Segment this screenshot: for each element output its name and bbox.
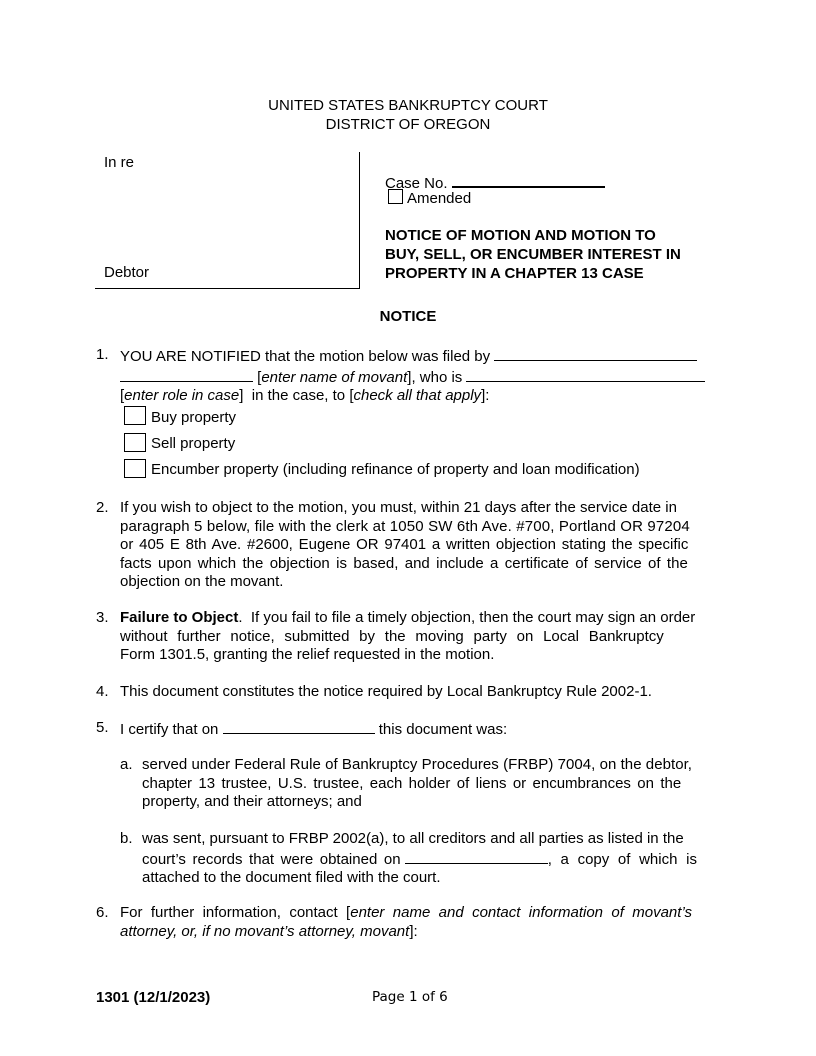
item1-end: ]: bbox=[481, 387, 490, 404]
item3-line1-rest: . If you fail to file a timely objection, then the court may sign an order bbox=[238, 609, 696, 626]
item6-text: For further information, contact [ bbox=[120, 904, 351, 921]
case-number-field[interactable] bbox=[452, 172, 605, 188]
failure-to-object-lead: Failure to Object bbox=[120, 609, 239, 626]
contact-placeholder-2: attorney, or, if no movant’s attorney, movant bbox=[120, 922, 410, 940]
encumber-property-label: Encumber property (including refinance of property and loan modification) bbox=[151, 461, 640, 478]
amended-checkbox[interactable] bbox=[388, 189, 403, 204]
caption-divider bbox=[359, 152, 360, 289]
item2-line: If you wish to object to the motion, you must, within 21 days after the service date in bbox=[120, 499, 678, 516]
buy-property-checkbox[interactable] bbox=[124, 406, 146, 425]
debtor-label: Debtor bbox=[104, 264, 150, 281]
court-header bbox=[0, 96, 816, 134]
item1-line2: [enter name of movant], who is bbox=[120, 367, 721, 388]
contact-placeholder-1: enter name and contact information of movant’s bbox=[350, 904, 693, 921]
sell-property-label: Sell property bbox=[151, 435, 236, 452]
movant-placeholder: enter name of movant bbox=[261, 368, 408, 386]
caption-underline bbox=[95, 288, 360, 289]
item2-line: facts upon which the objection is based, and include a certificate of service of the bbox=[120, 554, 688, 572]
item3-line3: Form 1301.5, granting the relief requested in the motion. bbox=[120, 646, 495, 663]
item5b-line1: was sent, pursuant to FRBP 2002(a), to all creditors and all parties as listed in the bbox=[142, 830, 684, 847]
sub-item-letter: b. bbox=[120, 830, 133, 847]
document-title bbox=[385, 226, 725, 283]
item-number: 6. bbox=[96, 904, 109, 921]
item6-end: ]: bbox=[409, 922, 418, 940]
buy-property-label: Buy property bbox=[151, 409, 237, 426]
item5b-line2 bbox=[142, 849, 721, 870]
item5a-line: property, and their attorneys; and bbox=[142, 793, 362, 810]
court-district: DISTRICT OF OREGON bbox=[325, 116, 491, 133]
role-field[interactable] bbox=[466, 367, 705, 382]
notice-heading: NOTICE bbox=[379, 308, 437, 325]
item5a-line: chapter 13 trustee, U.S. trustee, each holder of liens or encumbrances on the bbox=[142, 774, 682, 792]
item-number: 5. bbox=[96, 719, 109, 736]
item3-line2: without further notice, submitted by the moving party on Local Bankruptcy bbox=[120, 627, 664, 645]
item3-line1 bbox=[120, 609, 721, 628]
item4-text: This document constitutes the notice required by Local Bankruptcy Rule 2002-1. bbox=[120, 683, 652, 700]
who-is-text: , who is bbox=[411, 368, 463, 386]
records-text: court’s records that were obtained on bbox=[142, 850, 401, 868]
item2-line: or 405 E 8th Ave. #2600, Eugene OR 97401 a written objection stating the specific bbox=[120, 536, 689, 553]
item1-line3: [enter role in case] in the case, to [check all that apply]: bbox=[120, 387, 490, 404]
sell-property-checkbox[interactable] bbox=[124, 433, 146, 452]
item1-line1 bbox=[120, 346, 721, 367]
case-number-row bbox=[385, 172, 605, 192]
title-line-2: BUY, SELL, OR ENCUMBER INTEREST IN bbox=[385, 246, 681, 263]
movant-name-field[interactable] bbox=[120, 367, 253, 382]
item5-text-b: this document was: bbox=[378, 721, 508, 738]
item5a-line: served under Federal Rule of Bankruptcy Procedures (FRBP) 7004, on the debtor, bbox=[142, 756, 693, 773]
item6-line2 bbox=[120, 923, 721, 942]
certify-date-field[interactable] bbox=[223, 719, 375, 734]
role-placeholder: enter role in case bbox=[124, 387, 240, 404]
item2-line: paragraph 5 below, file with the clerk at 1050 SW 6th Ave. #700, Portland OR 97204 bbox=[120, 517, 690, 535]
item5-text-a: I certify that on bbox=[120, 721, 219, 738]
item-number: 1. bbox=[96, 346, 109, 363]
encumber-property-checkbox[interactable] bbox=[124, 459, 146, 478]
amended-label: Amended bbox=[407, 190, 472, 207]
court-name: UNITED STATES BANKRUPTCY COURT bbox=[268, 97, 548, 114]
item6-line1 bbox=[120, 904, 721, 923]
title-line-3: PROPERTY IN A CHAPTER 13 CASE bbox=[385, 265, 644, 282]
sub-item-letter: a. bbox=[120, 756, 133, 773]
records-date-field[interactable] bbox=[405, 849, 548, 864]
item-number: 2. bbox=[96, 499, 109, 516]
item5b-line3: attached to the document filed with the court. bbox=[142, 869, 441, 886]
case-no-label: Case No. bbox=[385, 175, 448, 192]
copy-text: , a copy of which is bbox=[547, 850, 697, 868]
in-re-label: In re bbox=[104, 154, 135, 171]
page-number: Page 1 of 6 bbox=[372, 989, 448, 1005]
title-line-1: NOTICE OF MOTION AND MOTION TO bbox=[385, 227, 656, 244]
form-number: 1301 (12/1/2023) bbox=[96, 989, 211, 1006]
item-number: 4. bbox=[96, 683, 109, 700]
check-placeholder: check all that apply bbox=[353, 387, 482, 404]
filed-by-field[interactable] bbox=[494, 346, 697, 361]
item-number: 3. bbox=[96, 609, 109, 626]
item2-line: objection on the movant. bbox=[120, 573, 284, 590]
in-case-text: in the case, to [ bbox=[243, 387, 354, 404]
item1-text: YOU ARE NOTIFIED that the motion below was filed by bbox=[120, 348, 491, 365]
